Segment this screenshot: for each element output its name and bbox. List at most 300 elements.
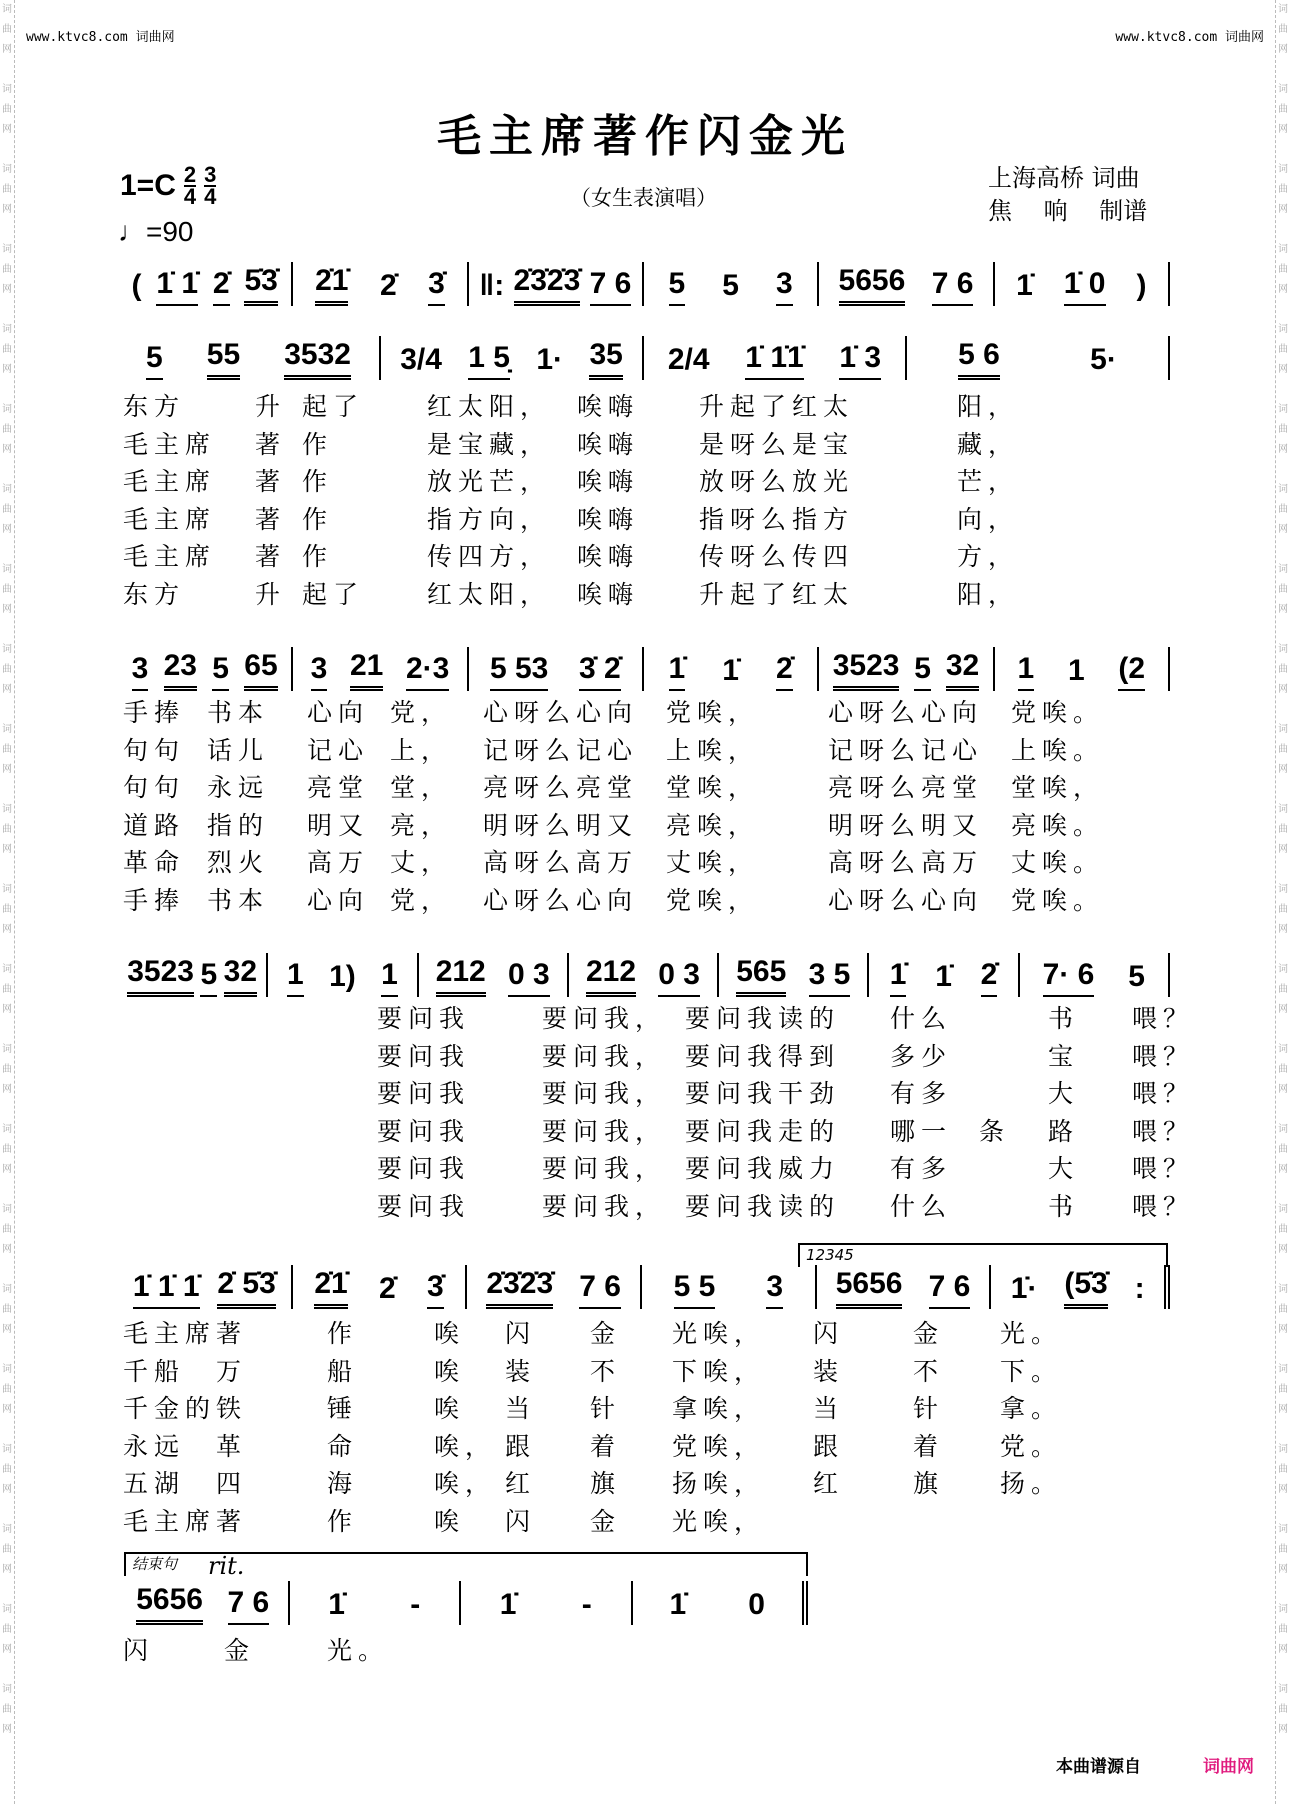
note-group: 3 bbox=[132, 653, 149, 691]
watermark-char: 曲 bbox=[1278, 24, 1288, 35]
watermark-char: 曲 bbox=[1278, 1144, 1288, 1155]
spacer bbox=[1276, 620, 1290, 640]
lyric-segment: 红 bbox=[813, 1469, 845, 1499]
note-group: 1̇ 1̇ 1̇ bbox=[133, 1271, 200, 1309]
spacer bbox=[0, 300, 14, 320]
watermark-char: 曲 bbox=[2, 824, 12, 835]
note-group: 5̇3̇ bbox=[244, 265, 277, 306]
note-group: 1· bbox=[536, 343, 564, 376]
note-group: 3 bbox=[776, 268, 793, 306]
lyric-segment: 要问我， bbox=[542, 1079, 667, 1109]
lyric-segment: 千船 万 bbox=[123, 1356, 248, 1386]
footer-source: 本曲谱源自 bbox=[1056, 1757, 1141, 1777]
watermark-char: 曲 bbox=[1278, 744, 1288, 755]
lyric-segment: 要问我读的 bbox=[685, 1004, 841, 1033]
lyric-segment: 丈唉。 bbox=[1011, 848, 1105, 878]
lyric-segment: 烈火 bbox=[207, 848, 270, 878]
note-group: 5 bbox=[200, 959, 217, 997]
lyric-segment: 金 bbox=[913, 1319, 945, 1348]
spacer bbox=[1276, 1260, 1290, 1280]
lyric-segment: 上唉， bbox=[666, 735, 760, 765]
watermark-char: 网 bbox=[1278, 524, 1288, 535]
lyric-segment: 海 bbox=[327, 1469, 359, 1499]
lyric-segment: 作 bbox=[302, 542, 334, 572]
lyric-segment: 升起了红太 bbox=[699, 392, 855, 421]
note-group: 5· bbox=[1090, 343, 1117, 376]
note-group: 2̇ bbox=[213, 268, 230, 306]
credit-transcriber: 焦 响 制谱 bbox=[988, 197, 1148, 225]
note-group: 5 bbox=[1128, 960, 1145, 993]
watermark-char: 词 bbox=[1278, 1044, 1288, 1055]
note-group: 3̇ 2̇ bbox=[579, 653, 621, 691]
lyric-segment: 书 bbox=[1048, 1192, 1080, 1221]
lyric-segment: 阳， bbox=[957, 580, 1020, 609]
note-group: 7 6 bbox=[590, 268, 632, 306]
watermark-char: 网 bbox=[2, 124, 12, 135]
measure bbox=[819, 262, 994, 306]
note-group: 1̇ bbox=[1016, 269, 1033, 302]
watermark-char: 词 bbox=[2, 324, 12, 335]
lyric-segment: 句句 bbox=[123, 735, 186, 765]
lyric-segment: 向， bbox=[957, 504, 1020, 534]
watermark-char: 词 bbox=[2, 4, 12, 15]
watermark-char: 曲 bbox=[1278, 184, 1288, 195]
watermark-char: 词 bbox=[1278, 324, 1288, 335]
lyric-segment: 着 bbox=[913, 1431, 945, 1461]
lyric-segment: 藏， bbox=[957, 429, 1020, 459]
lyric-segment: 堂唉， bbox=[666, 773, 760, 803]
note-group: 5 bbox=[914, 653, 931, 691]
volta-bracket bbox=[798, 1243, 1168, 1267]
note-group: 1 bbox=[1018, 653, 1035, 691]
lyric-segment: 锤 bbox=[327, 1394, 359, 1424]
lyric-segment: 金 bbox=[590, 1507, 622, 1536]
lyric-segment: 要问我威力 bbox=[685, 1154, 841, 1184]
lyric-segment: 著 bbox=[255, 467, 287, 497]
lyric-segment: 丈唉， bbox=[666, 848, 760, 878]
lyric-segment: 下唉， bbox=[672, 1356, 766, 1386]
measure bbox=[293, 1265, 468, 1309]
lyric-segment: 道路 bbox=[123, 810, 186, 840]
watermark-char: 网 bbox=[1278, 1404, 1288, 1415]
lyric-segment: 什么 bbox=[890, 1192, 953, 1221]
volta-label: 12345 bbox=[806, 1246, 854, 1264]
lyric-segment: 哪一 bbox=[890, 1116, 953, 1146]
watermark-char: 网 bbox=[2, 1004, 12, 1015]
note-group: 5656 bbox=[839, 265, 906, 306]
note-group: 1̇ 0 bbox=[1064, 268, 1106, 306]
lyric-segment: 指方向， bbox=[427, 504, 552, 534]
measure bbox=[419, 953, 569, 997]
lyric-segment: 要问我， bbox=[542, 1192, 667, 1221]
spacer bbox=[1276, 860, 1290, 880]
lyric-segment: 记呀么记心 bbox=[828, 735, 984, 765]
measure bbox=[118, 1265, 293, 1309]
watermark-char: 词 bbox=[1278, 1284, 1288, 1295]
watermark-char: 词 bbox=[2, 644, 12, 655]
watermark-char: 网 bbox=[1278, 44, 1288, 55]
note-group: 2̇1̇ bbox=[314, 1268, 347, 1309]
note-group: 32 bbox=[946, 650, 979, 691]
watermark-char: 曲 bbox=[2, 24, 12, 35]
left-watermark-strip bbox=[0, 0, 15, 1804]
lyric-segment: 喂？ bbox=[1132, 1154, 1195, 1184]
spacer bbox=[0, 1740, 14, 1760]
lyric-segment: 金 bbox=[590, 1319, 622, 1348]
note-group: 1 bbox=[381, 959, 398, 997]
watermark-char: 网 bbox=[1278, 1164, 1288, 1175]
watermark-char: 网 bbox=[2, 1324, 12, 1335]
note-group: 5656 bbox=[836, 1268, 903, 1309]
lyric-segment: 上唉。 bbox=[1011, 735, 1105, 765]
lyric-segment: 指的 bbox=[207, 810, 270, 840]
lyric-segment: 传四方， bbox=[427, 542, 552, 572]
lyric-segment: 针 bbox=[913, 1394, 945, 1424]
lyric-segment: 手捧 bbox=[123, 698, 186, 727]
measure bbox=[118, 647, 293, 691]
watermark-char: 词 bbox=[2, 1204, 12, 1215]
lyric-segment: 要问我 bbox=[377, 1192, 471, 1221]
watermark-char: 词 bbox=[1278, 964, 1288, 975]
note-group: 2̇ bbox=[776, 653, 793, 691]
lyric-segment: 记心 bbox=[307, 735, 370, 765]
watermark-char: 曲 bbox=[2, 584, 12, 595]
watermark-char: 曲 bbox=[2, 104, 12, 115]
lyric-segment: 唉嗨 bbox=[577, 504, 640, 534]
lyric-segment: 唉 bbox=[434, 1394, 466, 1424]
lyric-segment: 宝 bbox=[1048, 1041, 1080, 1071]
watermark-char: 曲 bbox=[1278, 584, 1288, 595]
watermark-char: 网 bbox=[1278, 1324, 1288, 1335]
spacer bbox=[1276, 380, 1290, 400]
note-group: 1) bbox=[329, 960, 356, 993]
note-group: 2̇ bbox=[981, 959, 998, 997]
lyric-segment: 船 bbox=[327, 1356, 359, 1386]
lyric-segment: 毛主席 bbox=[123, 542, 217, 572]
note-group: 5 bbox=[146, 342, 163, 380]
note-group: (5̇3̇ bbox=[1064, 1268, 1107, 1309]
watermark-char: 曲 bbox=[2, 1064, 12, 1075]
ts-num: 2 bbox=[183, 162, 197, 187]
lyric-segment: 旗 bbox=[590, 1469, 622, 1499]
note-group: 2/4 bbox=[667, 343, 710, 376]
spacer bbox=[0, 1420, 14, 1440]
lyric-segment: 亮唉， bbox=[666, 810, 760, 840]
lyric-segment: 毛主席 bbox=[123, 429, 217, 459]
watermark-char: 词 bbox=[2, 1604, 12, 1615]
lyric-segment: 闪 bbox=[505, 1319, 537, 1348]
lyric-segment: 路 bbox=[1048, 1116, 1080, 1146]
note-group: 3523 bbox=[127, 956, 194, 997]
watermark-char: 曲 bbox=[1278, 504, 1288, 515]
note-group: 0 bbox=[748, 1588, 765, 1621]
lyric-segment: 亮呀么亮堂 bbox=[483, 773, 639, 803]
lyric-segment: 放呀么放光 bbox=[699, 467, 855, 497]
spacer bbox=[0, 60, 14, 80]
measure bbox=[268, 953, 418, 997]
lyric-segment: 五湖 四 bbox=[123, 1469, 248, 1499]
lyric-segment: 心向 bbox=[307, 886, 370, 915]
note-group: - bbox=[581, 1588, 592, 1621]
note-group: 1̇· bbox=[1010, 1272, 1038, 1305]
lyric-segment: 话儿 bbox=[207, 735, 270, 765]
note-group: 3523 bbox=[833, 650, 900, 691]
watermark-char: 网 bbox=[2, 844, 12, 855]
lyric-segment: 千金的铁 bbox=[123, 1394, 248, 1424]
footer-site-link[interactable]: 词曲网 bbox=[1203, 1757, 1254, 1777]
lyric-segment: 升起了红太 bbox=[699, 580, 855, 609]
lyric-segment: 亮唉。 bbox=[1011, 810, 1105, 840]
watermark-char: 词 bbox=[2, 84, 12, 95]
note-group: 3̇ bbox=[428, 268, 445, 306]
lyric-segment: 毛主席著 bbox=[123, 1319, 248, 1348]
lyric-segment: 党。 bbox=[1000, 1431, 1063, 1461]
measure bbox=[118, 953, 268, 997]
score-row bbox=[118, 1581, 808, 1625]
lyric-segment: 心呀么心向 bbox=[828, 698, 984, 727]
watermark-char: 词 bbox=[1278, 1364, 1288, 1375]
note-group: 5 bbox=[212, 653, 229, 691]
watermark-char: 词 bbox=[1278, 404, 1288, 415]
watermark-char: 曲 bbox=[1278, 1064, 1288, 1075]
lyric-segment: 作 bbox=[302, 429, 334, 459]
watermark-char: 网 bbox=[1278, 444, 1288, 455]
watermark-char: 网 bbox=[2, 684, 12, 695]
note-group: 0 3 bbox=[658, 959, 700, 997]
watermark-char: 词 bbox=[1278, 164, 1288, 175]
lyric-segment: 毛主席著 bbox=[123, 1507, 248, 1536]
lyric-segment: 闪 bbox=[505, 1507, 537, 1536]
lyric-segment: 命 bbox=[327, 1431, 359, 1461]
lyric-segment: 唉， bbox=[434, 1431, 497, 1461]
watermark-char: 曲 bbox=[2, 424, 12, 435]
watermark-char: 网 bbox=[1278, 284, 1288, 295]
lyric-segment: 闪 bbox=[123, 1636, 155, 1665]
watermark-char: 曲 bbox=[2, 1464, 12, 1475]
spacer bbox=[1276, 1420, 1290, 1440]
watermark-char: 词 bbox=[2, 804, 12, 815]
lyric-segment: 高万 bbox=[307, 848, 370, 878]
note-group: 1̇ bbox=[328, 1588, 345, 1621]
watermark-char: 网 bbox=[1278, 844, 1288, 855]
lyric-segment: 要问我得到 bbox=[685, 1041, 841, 1071]
lyric-segment: 大 bbox=[1048, 1079, 1080, 1109]
watermark-char: 网 bbox=[2, 44, 12, 55]
spacer bbox=[0, 860, 14, 880]
note-group: 1 bbox=[1067, 654, 1085, 687]
measure bbox=[469, 647, 644, 691]
lyric-segment: 永远 bbox=[207, 773, 270, 803]
watermark-char: 词 bbox=[1278, 4, 1288, 15]
spacer bbox=[0, 1180, 14, 1200]
watermark-char: 词 bbox=[2, 164, 12, 175]
measure bbox=[644, 262, 819, 306]
lyric-segment: 书本 bbox=[207, 698, 270, 727]
watermark-left: www.ktvc8.com 词曲网 bbox=[26, 30, 175, 45]
spacer bbox=[0, 1260, 14, 1280]
lyric-segment: 作 bbox=[302, 504, 334, 534]
watermark-char: 网 bbox=[1278, 1724, 1288, 1735]
watermark-char: 词 bbox=[1278, 1604, 1288, 1615]
watermark-char: 曲 bbox=[2, 664, 12, 675]
watermark-char: 网 bbox=[1278, 764, 1288, 775]
lyric-segment: 当 bbox=[505, 1394, 537, 1424]
lyric-segment: 着 bbox=[590, 1431, 622, 1461]
lyric-segment: 旗 bbox=[913, 1469, 945, 1499]
lyric-segment: 跟 bbox=[813, 1431, 845, 1461]
spacer bbox=[1276, 60, 1290, 80]
watermark-char: 网 bbox=[2, 924, 12, 935]
lyric-segment: 要问我 bbox=[377, 1079, 471, 1109]
watermark-char: 曲 bbox=[2, 1304, 12, 1315]
watermark-char: 曲 bbox=[2, 904, 12, 915]
note-group: 3̇ bbox=[427, 1271, 444, 1309]
watermark-char: 网 bbox=[2, 524, 12, 535]
lyric-segment: 党唉。 bbox=[1011, 698, 1105, 727]
watermark-char: 网 bbox=[2, 1084, 12, 1095]
note-group: 35 bbox=[589, 339, 622, 380]
watermark-right: www.ktvc8.com 词曲网 bbox=[1115, 30, 1264, 45]
lyric-segment: 毛主席 bbox=[123, 467, 217, 497]
watermark-char: 曲 bbox=[2, 1224, 12, 1235]
lyric-segment: 方， bbox=[957, 542, 1020, 572]
lyric-segment: 针 bbox=[590, 1394, 622, 1424]
lyric-segment: 唉嗨 bbox=[577, 429, 640, 459]
watermark-char: 网 bbox=[1278, 364, 1288, 375]
lyric-segment: 要问我 bbox=[377, 1041, 471, 1071]
watermark-char: 曲 bbox=[1278, 1304, 1288, 1315]
note-group: 5 bbox=[722, 269, 739, 302]
spacer bbox=[0, 1660, 14, 1680]
watermark-char: 曲 bbox=[2, 1624, 12, 1635]
note-group: 7 6 bbox=[929, 1271, 971, 1309]
lyric-segment: 是呀么是宝 bbox=[699, 429, 855, 459]
watermark-char: 曲 bbox=[1278, 824, 1288, 835]
measure bbox=[907, 336, 1170, 380]
lyric-segment: 要问我干劲 bbox=[685, 1079, 841, 1109]
lyric-segment: 明呀么明又 bbox=[483, 810, 639, 840]
measure bbox=[819, 647, 994, 691]
lyric-segment: 阳， bbox=[957, 392, 1020, 421]
watermark-char: 网 bbox=[2, 1724, 12, 1735]
measure bbox=[995, 647, 1170, 691]
measure bbox=[290, 1581, 462, 1625]
lyric-segment: 要问我走的 bbox=[685, 1116, 841, 1146]
lyric-segment: 唉 bbox=[434, 1356, 466, 1386]
note-group: 7· 6 bbox=[1043, 959, 1095, 997]
measure bbox=[569, 953, 719, 997]
watermark-char: 曲 bbox=[1278, 1704, 1288, 1715]
lyric-segment: 起了 bbox=[302, 392, 365, 421]
note-group: 2̇1̇ bbox=[315, 265, 348, 306]
note-group: 2̇ 5̇3̇ bbox=[217, 1268, 275, 1309]
note-group: 2̇ bbox=[379, 269, 397, 302]
watermark-char: 曲 bbox=[2, 344, 12, 355]
spacer bbox=[1276, 220, 1290, 240]
watermark-char: 网 bbox=[2, 444, 12, 455]
lyric-segment: 芒， bbox=[957, 467, 1020, 497]
watermark-char: 曲 bbox=[2, 1384, 12, 1395]
watermark-char: 曲 bbox=[2, 264, 12, 275]
measure bbox=[869, 953, 1019, 997]
lyric-segment: 当 bbox=[813, 1394, 845, 1424]
note-group: 0 3 bbox=[508, 959, 550, 997]
watermark-char: 网 bbox=[1278, 924, 1288, 935]
spacer bbox=[0, 620, 14, 640]
watermark-char: 网 bbox=[2, 1404, 12, 1415]
lyric-segment: 喂？ bbox=[1132, 1192, 1195, 1221]
measure bbox=[644, 647, 819, 691]
lyric-segment: 唉 bbox=[434, 1507, 466, 1536]
note-group: 2̇3̇2̇3̇ bbox=[514, 265, 581, 306]
lyric-segment: 心呀么心向 bbox=[483, 886, 639, 915]
lyric-segment: 著 bbox=[255, 504, 287, 534]
note-group: 212 bbox=[436, 956, 486, 997]
measure bbox=[118, 336, 381, 380]
watermark-char: 网 bbox=[2, 364, 12, 375]
lyric-segment: 心向 bbox=[307, 698, 370, 727]
note-group: 1̇ bbox=[722, 654, 739, 687]
note-group: 1̇ bbox=[935, 960, 952, 993]
lyric-segment: 唉， bbox=[434, 1469, 497, 1499]
credit-lyrics-music: 上海高桥 词曲 bbox=[988, 164, 1140, 192]
lyric-segment: 高呀么高万 bbox=[828, 848, 984, 878]
lyric-segment: 亮堂 bbox=[307, 773, 370, 803]
lyric-segment: 金 bbox=[224, 1636, 256, 1665]
watermark-char: 曲 bbox=[1278, 1544, 1288, 1555]
lyric-segment: 升 bbox=[255, 580, 287, 609]
watermark-char: 网 bbox=[1278, 604, 1288, 615]
spacer bbox=[1276, 1740, 1290, 1760]
lyric-segment: 唉嗨 bbox=[577, 467, 640, 497]
lyric-segment: 传呀么传四 bbox=[699, 542, 855, 572]
watermark-char: 曲 bbox=[1278, 344, 1288, 355]
ts-num: 3 bbox=[204, 162, 217, 187]
lyric-segment: 喂？ bbox=[1132, 1004, 1195, 1033]
watermark-char: 词 bbox=[2, 1364, 12, 1375]
note-group: 21 bbox=[350, 650, 383, 691]
lyric-segment: 东方 bbox=[123, 580, 186, 609]
note-group: 1̇ bbox=[669, 653, 686, 691]
time-signature-2-4 bbox=[183, 162, 197, 209]
measure bbox=[633, 1581, 809, 1625]
spacer bbox=[0, 780, 14, 800]
spacer bbox=[0, 1020, 14, 1040]
measure bbox=[467, 1265, 642, 1309]
lyric-segment: 堂唉， bbox=[1011, 773, 1105, 803]
note-group: 5 53 bbox=[490, 653, 548, 691]
measure bbox=[1020, 953, 1170, 997]
lyric-segment: 红太阳， bbox=[427, 580, 552, 609]
watermark-char: 网 bbox=[1278, 1084, 1288, 1095]
note-group: 3 bbox=[766, 1271, 783, 1309]
lyric-segment: 要问我 bbox=[377, 1116, 471, 1146]
watermark-char: 词 bbox=[1278, 644, 1288, 655]
lyric-segment: 永远 革 bbox=[123, 1431, 248, 1461]
spacer bbox=[1276, 460, 1290, 480]
lyric-segment: 有多 bbox=[890, 1154, 953, 1184]
watermark-char: 网 bbox=[1278, 1644, 1288, 1655]
watermark-char: 网 bbox=[2, 604, 12, 615]
lyric-segment: 光。 bbox=[1000, 1319, 1063, 1348]
note-group: 55 bbox=[207, 339, 240, 380]
measure bbox=[817, 1265, 992, 1309]
watermark-char: 曲 bbox=[2, 1144, 12, 1155]
spacer bbox=[1276, 540, 1290, 560]
lyric-segment: 什么 bbox=[890, 1004, 953, 1033]
right-watermark-strip bbox=[1275, 0, 1290, 1804]
score-row bbox=[118, 953, 1170, 997]
